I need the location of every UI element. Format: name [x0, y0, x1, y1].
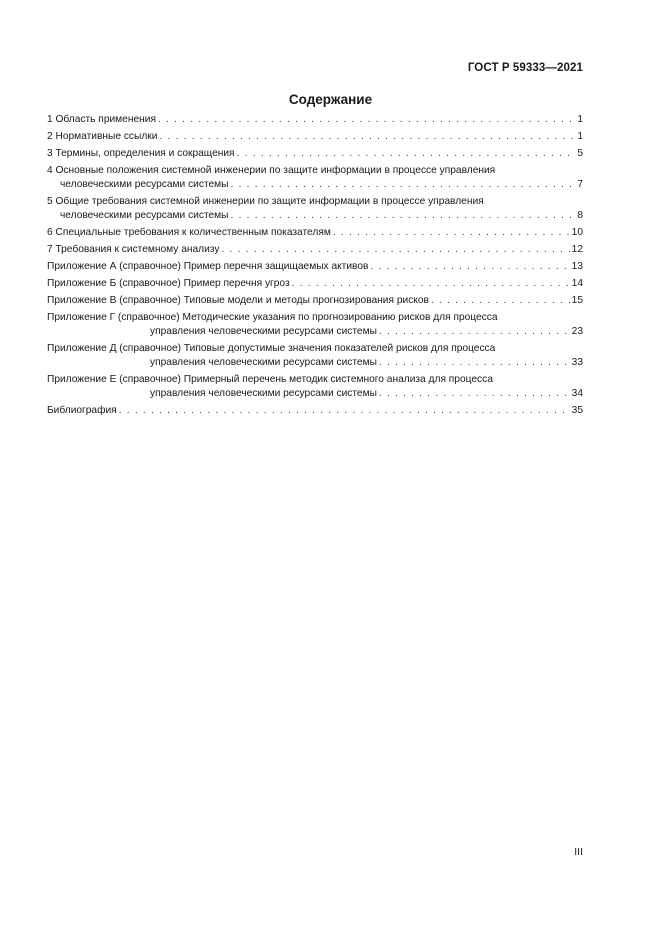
toc-entry-text: Приложение А (справочное) Пример перечня защищаемых активов: [47, 261, 369, 272]
leader-dots: [379, 325, 570, 339]
toc-entry-text: 2 Нормативные ссылки: [47, 131, 158, 142]
toc-entry-text: Библиография: [47, 405, 117, 416]
toc-entry-text: 1 Область применения: [47, 114, 156, 125]
page-title: Содержание: [288, 92, 373, 107]
toc-entry-appendix-v[interactable]: [47, 294, 583, 308]
toc-page-number: 10: [571, 227, 583, 238]
toc-entry-appendix-e[interactable]: [47, 373, 583, 401]
toc-entry-6[interactable]: [47, 226, 583, 240]
toc-page-number: 8: [577, 210, 583, 221]
leader-dots: [370, 260, 569, 274]
toc-entry-7[interactable]: [47, 243, 583, 257]
toc-page-number: 5: [577, 148, 583, 159]
toc-entry-text-continued: человеческими ресурсами системы: [60, 210, 229, 221]
toc-page-number: 34: [571, 388, 583, 399]
leader-dots: [333, 226, 570, 240]
toc-entry-3[interactable]: [47, 147, 583, 161]
toc-page-number: 23: [571, 326, 583, 337]
toc-entry-appendix-a[interactable]: [47, 260, 583, 274]
toc-page-number: 35: [571, 405, 583, 416]
toc-entry-text: 5 Общие требования системной инженерии по защите информации в процессе управления: [47, 196, 484, 207]
toc-entry-text-continued: управления человеческими ресурсами системы: [150, 326, 377, 337]
standard-designation: ГОСТ Р 59333—2021: [467, 62, 583, 74]
toc-page-number: 7: [577, 179, 583, 190]
toc-entry-text: 4 Основные положения системной инженерии по защите информации в процессе управления: [47, 165, 496, 176]
toc-entry-5[interactable]: [47, 195, 583, 223]
toc-page-number: 1: [577, 114, 583, 125]
leader-dots: [159, 130, 575, 144]
toc-entry-text: 6 Специальные требования к количественным показателям: [47, 227, 331, 238]
toc-entry-text: Приложение В (справочное) Типовые модели и методы прогнозирования рисков: [47, 295, 429, 306]
table-of-contents: [47, 113, 583, 421]
toc-page-number: 15: [571, 295, 583, 306]
toc-entry-text: Приложение Г (справочное) Методические указания по прогнозированию рисков для процесса: [47, 312, 498, 323]
toc-entry-appendix-b[interactable]: [47, 277, 583, 291]
toc-page-number: 13: [571, 261, 583, 272]
leader-dots: [431, 294, 570, 308]
leader-dots: [231, 178, 576, 192]
toc-entry-text: Приложение Д (справочное) Типовые допустимые значения показателей рисков для процесса: [47, 343, 496, 354]
leader-dots: [292, 277, 570, 291]
toc-entry-text: 7 Требования к системному анализу: [47, 244, 220, 255]
toc-entry-text: Приложение Е (справочное) Примерный перечень методик системного анализа для процесса: [47, 374, 493, 385]
leader-dots: [119, 404, 570, 418]
toc-entry-text-continued: человеческими ресурсами системы: [60, 179, 229, 190]
leader-dots: [379, 387, 570, 401]
leader-dots: [158, 113, 575, 127]
toc-entry-2[interactable]: [47, 130, 583, 144]
leader-dots: [237, 147, 576, 161]
page-number: III: [574, 846, 583, 858]
toc-entry-4[interactable]: [47, 164, 583, 192]
toc-entry-text-continued: управления человеческими ресурсами системы: [150, 357, 377, 368]
toc-entry-bibliography[interactable]: [47, 404, 583, 418]
toc-entry-1[interactable]: [47, 113, 583, 127]
toc-entry-text: 3 Термины, определения и сокращения: [47, 148, 235, 159]
toc-page-number: 12: [571, 244, 583, 255]
leader-dots: [231, 209, 576, 223]
toc-entry-text: Приложение Б (справочное) Пример перечня угроз: [47, 278, 290, 289]
toc-page-number: 14: [571, 278, 583, 289]
toc-page-number: 33: [571, 357, 583, 368]
toc-entry-appendix-d[interactable]: [47, 342, 583, 370]
toc-entry-appendix-g[interactable]: [47, 311, 583, 339]
leader-dots: [379, 356, 570, 370]
toc-entry-text-continued: управления человеческими ресурсами системы: [150, 388, 377, 399]
leader-dots: [221, 243, 569, 257]
toc-page-number: 1: [577, 131, 583, 142]
